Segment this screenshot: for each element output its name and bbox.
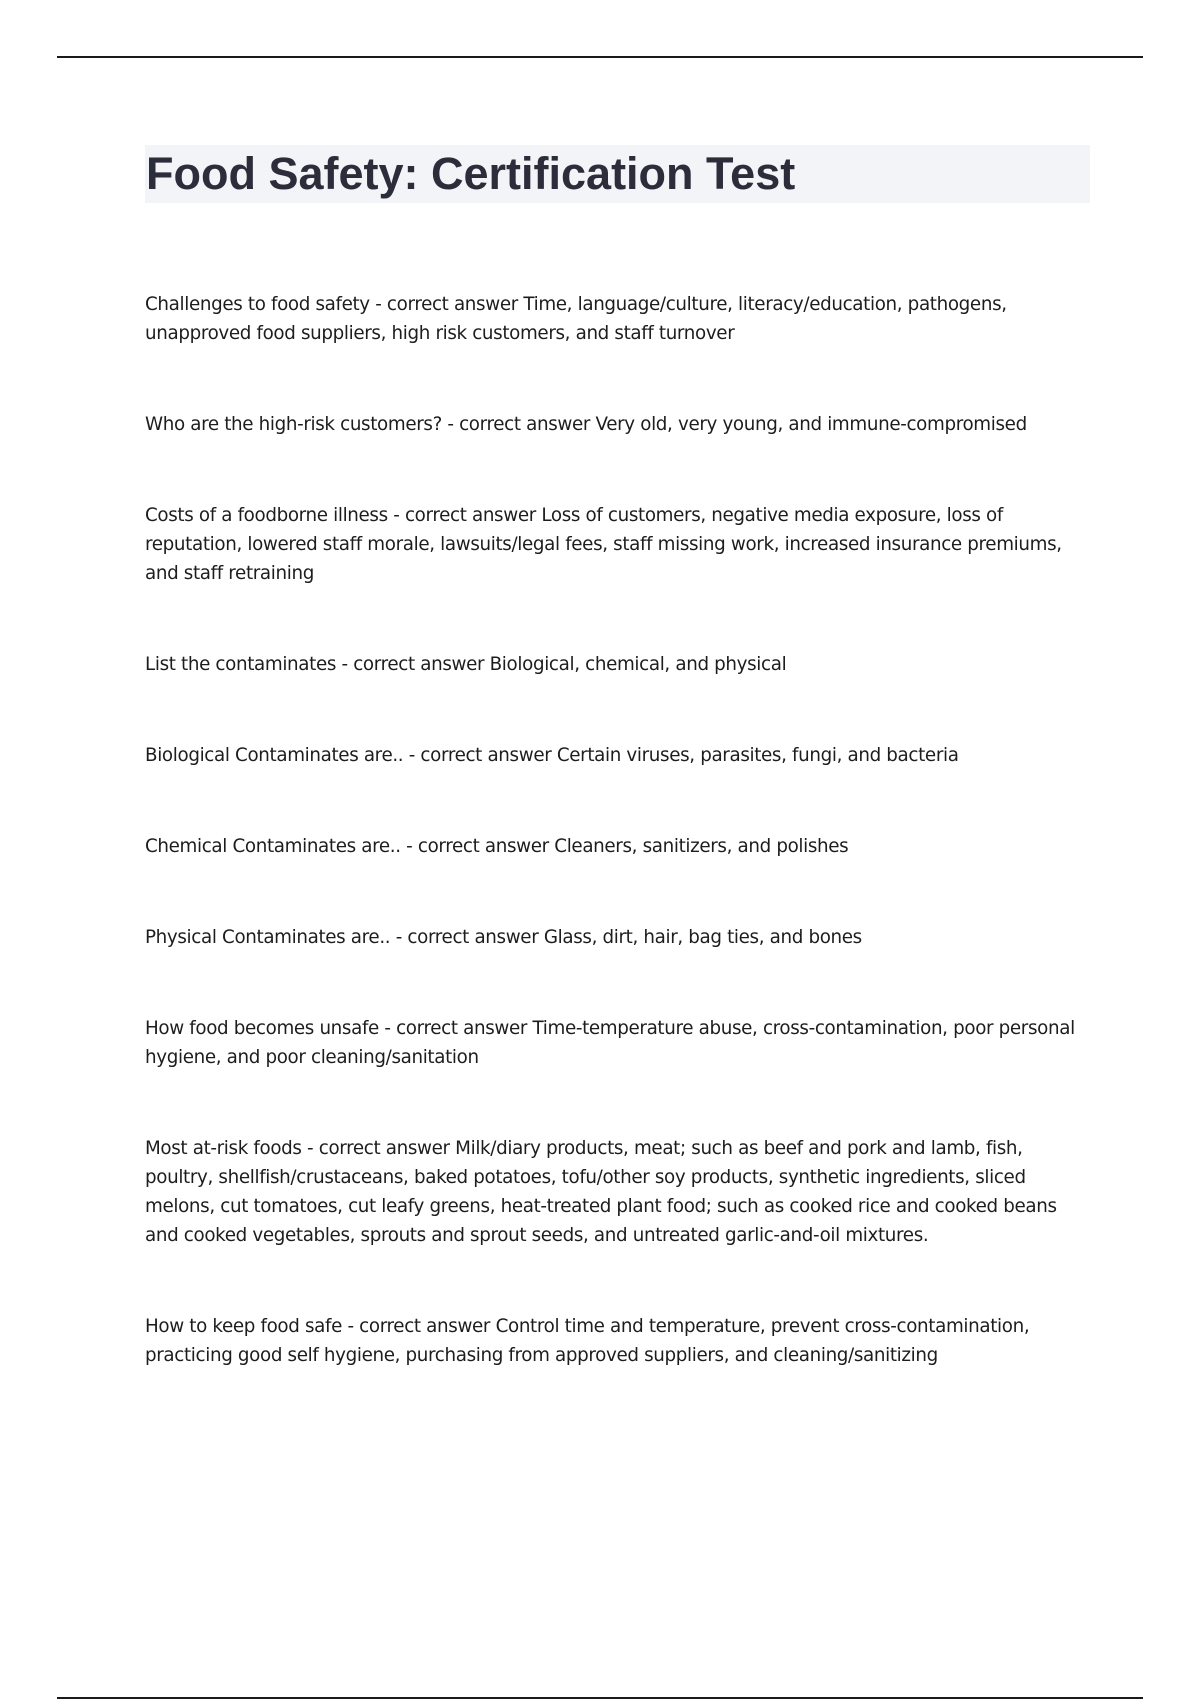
qa-item-at-risk-foods: Most at-risk foods - correct answer Milk/diary products, meat; such as beef and pork and lamb, fish, poultry, shellfish/crustaceans, baked potatoes, tofu/other soy products, synthetic ingredients, sliced melons, cut tomatoes, cut leafy greens, heat-treated plant food; such as cooked rice and cooked beans and cooked vegetables, sprouts and sprout seeds, and untreated garlic-and-oil mixtures. (145, 1138, 1057, 1246)
header-rule (57, 56, 1143, 58)
qa-item-contaminates-list: List the contaminates - correct answer Biological, chemical, and physical (145, 654, 787, 675)
footer-rule (57, 1697, 1143, 1699)
qa-list (145, 290, 1090, 1432)
qa-item-foodborne-illness-costs: Costs of a foodborne illness - correct answer Loss of customers, negative media exposure, loss of reputation, lowered staff morale, lawsuits/legal fees, staff missing work, increased insurance premiums, and staff retraining (145, 505, 1062, 584)
page-title: Food Safety: Certification Test (146, 148, 796, 199)
qa-item-biological-contaminates: Biological Contaminates are.. - correct answer Certain viruses, parasites, fungi, and bacteria (145, 745, 959, 766)
qa-item-keep-food-safe: How to keep food safe - correct answer Control time and temperature, prevent cross-contamination, practicing good self hygiene, purchasing from approved suppliers, and cleaning/sanitizing (145, 1316, 1030, 1366)
qa-item-food-safety-challenges: Challenges to food safety - correct answer Time, language/culture, literacy/education, pathogens, unapproved food suppliers, high risk customers, and staff turnover (145, 294, 1007, 344)
qa-item-food-becomes-unsafe: How food becomes unsafe - correct answer Time-temperature abuse, cross-contamination, poor personal hygiene, and poor cleaning/sanitation (145, 1018, 1075, 1068)
qa-item-high-risk-customers: Who are the high-risk customers? - correct answer Very old, very young, and immune-compromised (145, 414, 1027, 435)
qa-item-chemical-contaminates: Chemical Contaminates are.. - correct answer Cleaners, sanitizers, and polishes (145, 836, 849, 857)
qa-item-physical-contaminates: Physical Contaminates are.. - correct answer Glass, dirt, hair, bag ties, and bones (145, 927, 862, 948)
